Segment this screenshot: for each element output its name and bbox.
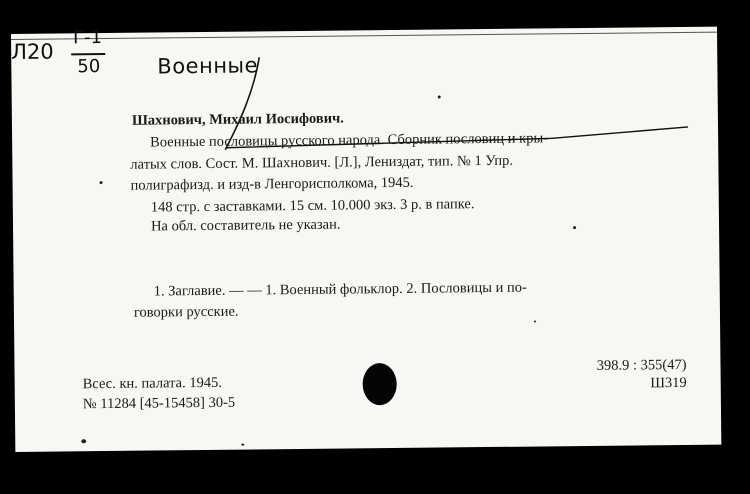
author-heading: Шахнович, Михаил Иосифович. bbox=[131, 110, 344, 129]
bibliographic-note: На обл. составитель не указан. bbox=[150, 216, 341, 235]
pen-slash-mark bbox=[224, 57, 260, 149]
ink-speck bbox=[100, 181, 103, 184]
handwritten-annotation: Военные bbox=[157, 53, 259, 79]
shelfmark-prefix: Л20 bbox=[11, 39, 54, 64]
ink-blot bbox=[362, 363, 396, 405]
title-line-3: полиграфизд. и изд-в Ленгорисполкома, 1945. bbox=[130, 174, 414, 194]
chamber-imprint-line-1: Всес. кн. палата. 1945. bbox=[82, 374, 223, 393]
title-line-1: Военные пословицы русского народа. Сборник пословиц и кры- bbox=[150, 130, 549, 151]
pen-underline-mark bbox=[226, 127, 688, 148]
subject-tracings-line-2: говорки русские. bbox=[133, 303, 239, 321]
classification-code: 398.9 : 355(47) bbox=[596, 356, 687, 374]
subject-tracings-line-1: 1. Заглавие. — — 1. Военный фольклор. 2. Пословицы и по- bbox=[153, 279, 527, 300]
catalog-card bbox=[11, 27, 721, 452]
ink-speck bbox=[81, 439, 86, 443]
ink-speck bbox=[241, 444, 244, 446]
ink-speck bbox=[573, 226, 576, 229]
title-line-2: латых слов. Сост. М. Шахнович. [Л.], Лениздат, тип. № 1 Упр. bbox=[130, 152, 514, 173]
physical-description: 148 стр. с заставками. 15 см. 10.000 экз. 3 р. в папке. bbox=[150, 196, 475, 216]
shelfmark-denominator: 50 bbox=[77, 56, 101, 78]
ink-speck bbox=[534, 321, 536, 323]
shelfmark-numerator: Г-1 bbox=[72, 27, 103, 49]
ink-speck bbox=[438, 96, 441, 99]
author-mark: Ш319 bbox=[650, 375, 687, 392]
chamber-imprint-line-2: № 11284 [45-15458] 30-5 bbox=[82, 394, 236, 413]
